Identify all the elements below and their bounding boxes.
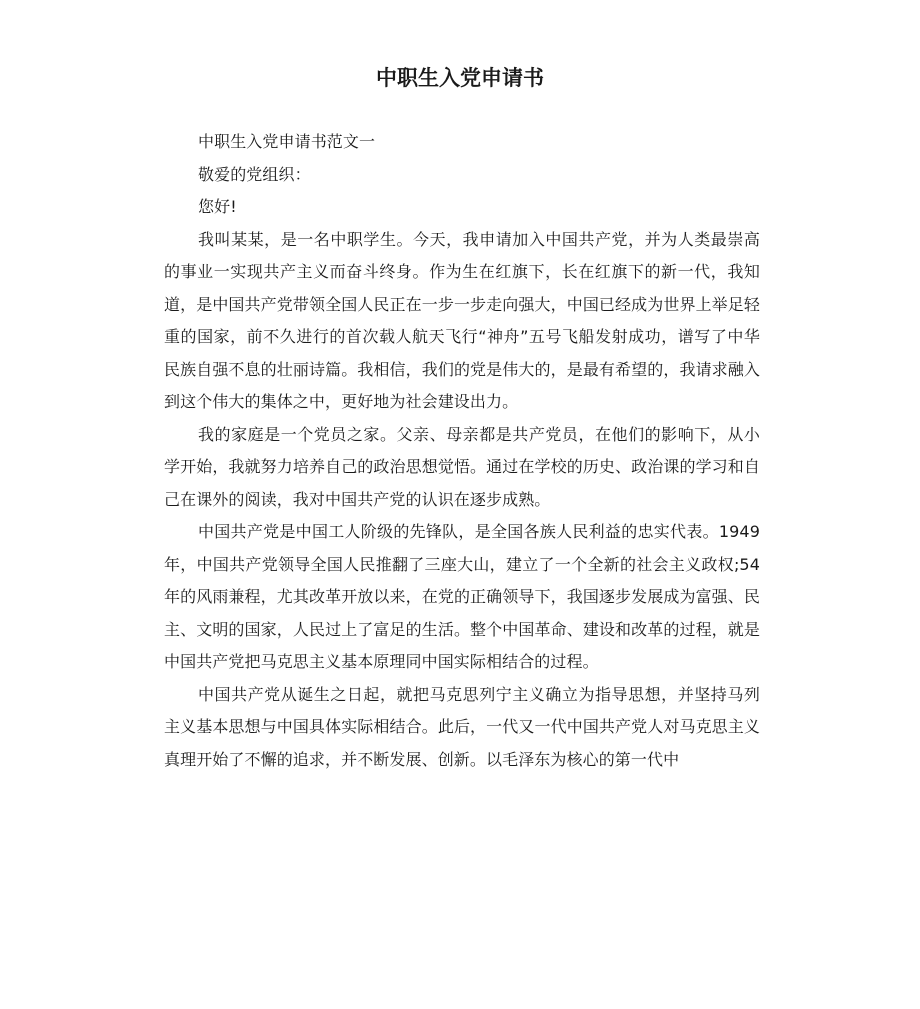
body-paragraph: 中国共产党从诞生之日起，就把马克思列宁主义确立为指导思想，并坚持马列主义基本思想与中国具体实际相结合。此后，一代又一代中国共产党人对马克思主义真理开始了不懈的追求，并不断发展、创新。以毛泽东为核心的第一代中 bbox=[164, 684, 760, 769]
subtitle-paragraph: 中职生入党申请书范文一 bbox=[198, 132, 376, 151]
document-title: 中职生入党申请书 bbox=[376, 66, 544, 90]
body-paragraph: 我叫某某，是一名中职学生。今天，我申请加入中国共产党，并为人类最崇高的事业一实现共产主义而奋斗终身。作为生在红旗下，长在红旗下的新一代，我知道，是中国共产党带领全国人民正在一步一步走向强大，中国已经成为世界上举足轻重的国家，前不久进行的首次载人航天飞行“神舟”五号飞船发射成功，谱写了中华民族自强不息的壮丽诗篇。我相信，我们的党是伟大的，是最有希望的，我请求融入到这个伟大的集体之中，更好地为社会建设出力。 bbox=[164, 229, 760, 411]
document-body bbox=[164, 126, 760, 776]
body-paragraph: 中国共产党是中国工人阶级的先锋队，是全国各族人民利益的忠实代表。1949 年，中国共产党领导全国人民推翻了三座大山，建立了一个全新的社会主义政权;54 年的风雨兼程，尤其改革开放以来，在党的正确领导下，我国逐步发展成为富强、民主、文明的国家，人民过上了富足的生活。整个中国革命、建设和改革的过程，就是中国共产党把马克思主义基本原理同中国实际相结合的过程。 bbox=[164, 522, 760, 671]
salutation-paragraph: 敬爱的党组织： bbox=[198, 164, 311, 184]
body-paragraph: 我的家庭是一个党员之家。父亲、母亲都是共产党员，在他们的影响下，从小学开始，我就努力培养自己的政治思想觉悟。通过在学校的历史、政治课的学习和自己在课外的阅读，我对中国共产党的认识在逐步成熟。 bbox=[164, 424, 760, 509]
greeting-paragraph: 您好! bbox=[198, 197, 237, 216]
